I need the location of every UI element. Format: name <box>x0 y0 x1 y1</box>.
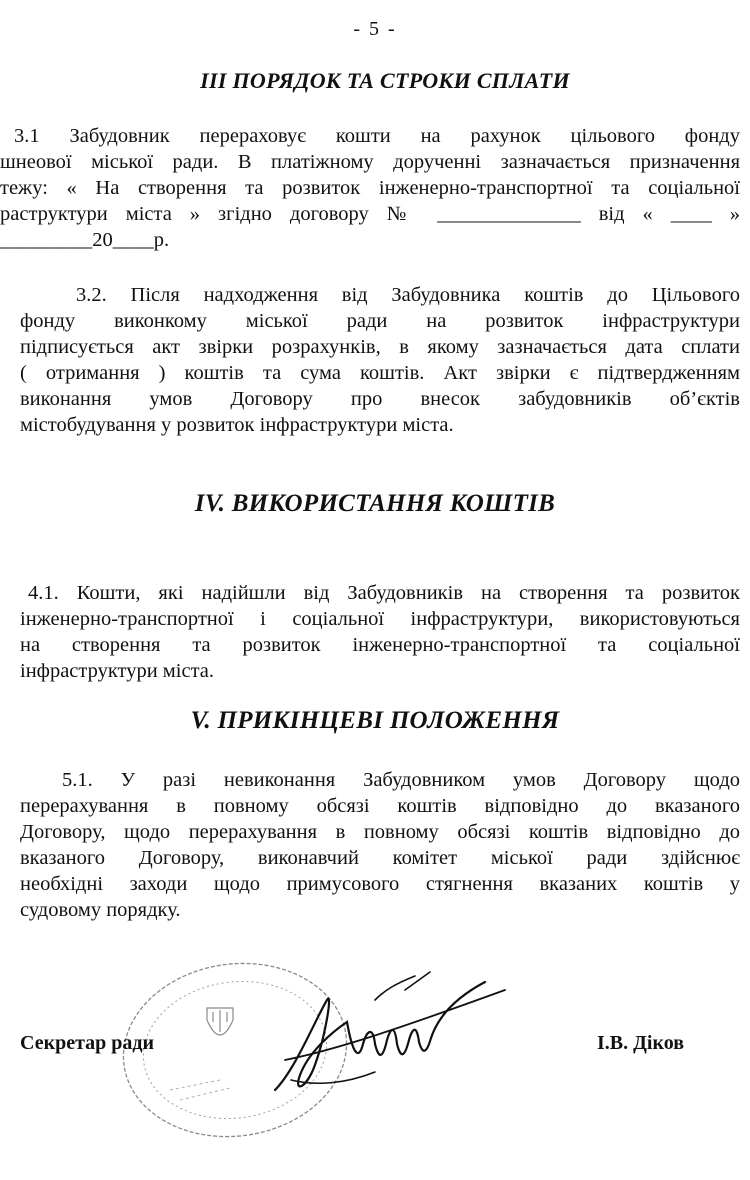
paragraph-3-1-line-4: раструктури міста » згідно договору № ______________ від « ____ » <box>0 203 740 225</box>
section-4-heading: IV. ВИКОРИСТАННЯ КОШТІВ <box>194 490 556 517</box>
signatory-name: І.В. Діков <box>597 1032 685 1054</box>
trident-emblem-icon <box>207 1008 233 1035</box>
paragraph-3-1-line-2: шнеової міської ради. В платіжному дорученні зазначається призначення <box>0 151 740 173</box>
handwritten-signature <box>255 960 545 1110</box>
paragraph-3-2-line-4: ( отримання ) коштів та сума коштів. Акт звірки є підтвердженням <box>20 362 740 384</box>
paragraph-4-1-line-1: 4.1. Кошти, які надійшли від Забудовників на створення та розвиток <box>28 582 740 604</box>
paragraph-3-1-line-1: 3.1 Забудовник перераховує кошти на рахунок цільового фонду <box>14 125 740 147</box>
paragraph-3-2-line-5: виконання умов Договору про внесок забудовників об’єктів <box>20 388 740 410</box>
paragraph-5-1-line-1: 5.1. У разі невиконання Забудовником умов Договору щодо <box>62 769 740 791</box>
paragraph-4-1-line-4: інфраструктури міста. <box>20 660 215 682</box>
paragraph-3-2-line-3: підписується акт звірки розрахунків, в якому зазначається дата сплати <box>20 336 740 358</box>
paragraph-3-1-line-3: тежу: « На створення та розвиток інженерно-транспортної та соціальної <box>0 177 740 199</box>
paragraph-3-1-line-5: _________20____р. <box>0 229 170 251</box>
page-number: - 5 - <box>353 18 397 40</box>
signatory-role: Секретар ради <box>20 1032 155 1054</box>
paragraph-5-1-line-2: перерахування в повному обсязі коштів відповідно до вказаного <box>20 795 740 817</box>
paragraph-3-2-line-1: 3.2. Після надходження від Забудовника коштів до Цільового <box>76 284 740 306</box>
section-5-heading: V. ПРИКІНЦЕВІ ПОЛОЖЕННЯ <box>190 707 560 734</box>
paragraph-3-2-line-6: містобудування у розвиток інфраструктури міста. <box>20 414 454 436</box>
paragraph-5-1-line-4: вказаного Договору, виконавчий комітет міської ради здійснює <box>20 847 740 869</box>
paragraph-4-1-line-3: на створення та розвиток інженерно-транспортної та соціальної <box>20 634 740 656</box>
paragraph-4-1-line-2: інженерно-транспортної і соціальної інфраструктури, використовуються <box>20 608 740 630</box>
paragraph-5-1-line-6: судовому порядку. <box>20 899 181 921</box>
section-3-heading: III ПОРЯДОК ТА СТРОКИ СПЛАТИ <box>200 68 570 93</box>
paragraph-5-1-line-5: необхідні заходи щодо примусового стягнення вказаних коштів у <box>20 873 740 895</box>
paragraph-3-2-line-2: фонду виконкому міської ради на розвиток інфраструктури <box>20 310 740 332</box>
paragraph-5-1-line-3: Договору, щодо перерахування в повному обсязі коштів відповідно до <box>20 821 740 843</box>
